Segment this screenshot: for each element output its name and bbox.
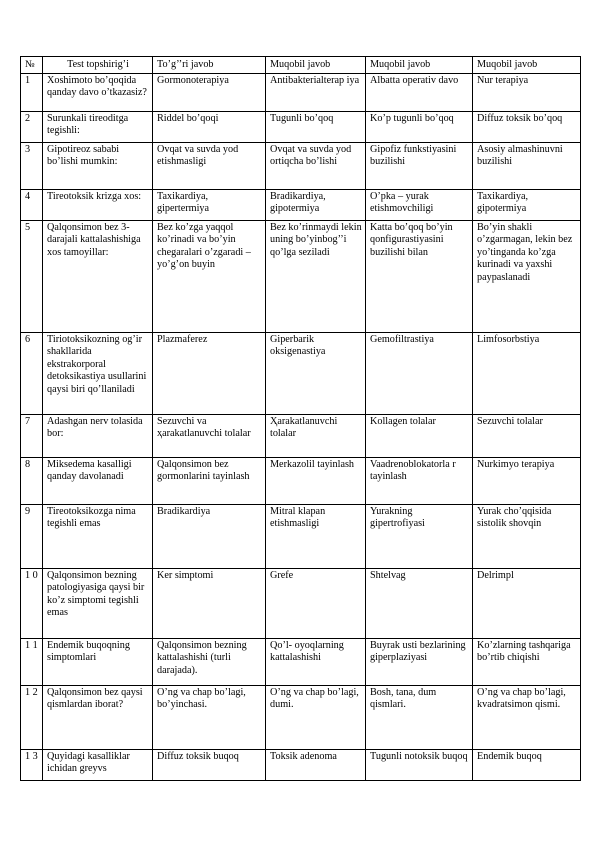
row-number: 5 <box>21 220 43 332</box>
question-cell: Surunkali tireoditga tegishli: <box>43 111 153 142</box>
row-number: 7 <box>21 414 43 457</box>
row-number: 4 <box>21 189 43 220</box>
header-correct-answer: To’g’’ri javob <box>153 57 266 74</box>
alternative-answer-cell: Katta bo’qoq bo’yin qonfigurastiyasini buzilishi bilan <box>366 220 473 332</box>
row-number: 2 <box>21 111 43 142</box>
alternative-answer-cell: Limfosorbstiya <box>473 332 581 414</box>
alternative-answer-cell: Gemofiltrastiya <box>366 332 473 414</box>
correct-answer-cell: Bradikardiya <box>153 504 266 568</box>
table-header-row <box>21 57 581 74</box>
alternative-answer-cell: Ovqat va suvda yod ortiqcha bo’lishi <box>266 142 366 189</box>
table-row <box>21 638 581 685</box>
alternative-answer-cell: Bosh, tana, dum qismlari. <box>366 685 473 749</box>
correct-answer-cell: Ker simptomi <box>153 568 266 638</box>
table-row <box>21 73 581 111</box>
alternative-answer-cell: Antibakterialterap iya <box>266 73 366 111</box>
alternative-answer-cell: Yurakning gipertrofiyasi <box>366 504 473 568</box>
table-row <box>21 414 581 457</box>
alternative-answer-cell: Bez ko’rinmaydi lekin uning bo’yinbog’’i qo’lga seziladi <box>266 220 366 332</box>
alternative-answer-cell: Kollagen tolalar <box>366 414 473 457</box>
question-cell: Adashgan nerv tolasida bor: <box>43 414 153 457</box>
correct-answer-cell: Qalqonsimon bez gormonlarini tayinlash <box>153 457 266 504</box>
question-cell: Gipotireoz sababi bo’lishi mumkin: <box>43 142 153 189</box>
row-number: 1 <box>21 73 43 111</box>
table-row <box>21 504 581 568</box>
table-row <box>21 142 581 189</box>
alternative-answer-cell: Shtelvag <box>366 568 473 638</box>
test-table <box>20 56 581 781</box>
alternative-answer-cell: Asosiy almashinuvni buzilishi <box>473 142 581 189</box>
alternative-answer-cell: Tugunli bo’qoq <box>266 111 366 142</box>
row-number: 1 1 <box>21 638 43 685</box>
alternative-answer-cell: Ko’p tugunli bo’qoq <box>366 111 473 142</box>
question-cell: Tireotoksik krizga xos: <box>43 189 153 220</box>
question-cell: Miksedema kasalligi qanday davolanadi <box>43 457 153 504</box>
alternative-answer-cell: Diffuz toksik bo’qoq <box>473 111 581 142</box>
row-number: 1 3 <box>21 749 43 780</box>
alternative-answer-cell: Delrimpl <box>473 568 581 638</box>
question-cell: Qalqonsimon bez 3-darajali kattalashishiga xos tamoyillar: <box>43 220 153 332</box>
row-number: 6 <box>21 332 43 414</box>
alternative-answer-cell: Albatta operativ davo <box>366 73 473 111</box>
alternative-answer-cell: O’ng va chap bo’lagi, dumi. <box>266 685 366 749</box>
question-cell: Quyidagi kasalliklar ichidan greyvs <box>43 749 153 780</box>
row-number: 8 <box>21 457 43 504</box>
alternative-answer-cell: Ko’zlarning tashqariga bo’rtib chiqishi <box>473 638 581 685</box>
alternative-answer-cell: Buyrak usti bezlarining giperplaziyasi <box>366 638 473 685</box>
alternative-answer-cell: Nurkimyo terapiya <box>473 457 581 504</box>
alternative-answer-cell: Nur terapiya <box>473 73 581 111</box>
correct-answer-cell: Gormonoterapiya <box>153 73 266 111</box>
alternative-answer-cell: Grefe <box>266 568 366 638</box>
question-cell: Qalqonsimon bezning patologiyasiga qaysi bir ko’z simptomi tegishli emas <box>43 568 153 638</box>
correct-answer-cell: Bez ko’zga yaqqol ko’rinadi va bo’yin chegaralari o’zgaradi – yo’g’on buyin <box>153 220 266 332</box>
correct-answer-cell: Qalqonsimon bezning kattalashishi (turli darajada). <box>153 638 266 685</box>
header-number: № <box>21 57 43 74</box>
table-row <box>21 568 581 638</box>
question-cell: Tireotoksikozga nima tegishli emas <box>43 504 153 568</box>
question-cell: Qalqonsimon bez qaysi qismlardan iborat? <box>43 685 153 749</box>
alternative-answer-cell: O’ng va chap bo’lagi, kvadratsimon qismi. <box>473 685 581 749</box>
table-row <box>21 685 581 749</box>
header-alternative-answer: Muqobil javob <box>473 57 581 74</box>
table-row <box>21 111 581 142</box>
question-cell: Endemik buqoqning simptomlari <box>43 638 153 685</box>
alternative-answer-cell: Toksik adenoma <box>266 749 366 780</box>
alternative-answer-cell: Bo’yin shakli o’zgarmagan, lekin bez yo’tinganda ko’zga kurinadi va yaxshi paypaslanadi <box>473 220 581 332</box>
alternative-answer-cell: Taxikardiya, gipotermiya <box>473 189 581 220</box>
header-question: Test topshirig’i <box>43 57 153 74</box>
table-row <box>21 220 581 332</box>
correct-answer-cell: Diffuz toksik buqoq <box>153 749 266 780</box>
row-number: 1 0 <box>21 568 43 638</box>
alternative-answer-cell: Vaadrenoblokatorla r tayinlash <box>366 457 473 504</box>
alternative-answer-cell: Bradikardiya, gipotermiya <box>266 189 366 220</box>
alternative-answer-cell: Giperbarik oksigenastiya <box>266 332 366 414</box>
question-cell: Tiriotoksikozning og’ir shakllarida ekstrakorporal detoksikastiya usullarini qaysi biri qo’llaniladi <box>43 332 153 414</box>
correct-answer-cell: Sezuvchi va ҳarakatlanuvchi tolalar <box>153 414 266 457</box>
alternative-answer-cell: O’pka – yurak etishmovchiligi <box>366 189 473 220</box>
row-number: 3 <box>21 142 43 189</box>
correct-answer-cell: Riddel bo’qoqi <box>153 111 266 142</box>
table-row <box>21 332 581 414</box>
row-number: 1 2 <box>21 685 43 749</box>
header-alternative-answer: Muqobil javob <box>366 57 473 74</box>
table-row <box>21 749 581 780</box>
alternative-answer-cell: Qo’l- oyoqlarning kattalashishi <box>266 638 366 685</box>
table-row <box>21 457 581 504</box>
table-row <box>21 189 581 220</box>
alternative-answer-cell: Tugunli notoksik buqoq <box>366 749 473 780</box>
alternative-answer-cell: Mitral klapan etishmasligi <box>266 504 366 568</box>
correct-answer-cell: Taxikardiya, gipertermiya <box>153 189 266 220</box>
alternative-answer-cell: Gipofiz funkstiyasini buzilishi <box>366 142 473 189</box>
alternative-answer-cell: Endemik buqoq <box>473 749 581 780</box>
alternative-answer-cell: Merkazolil tayinlash <box>266 457 366 504</box>
correct-answer-cell: Plazmaferez <box>153 332 266 414</box>
alternative-answer-cell: Sezuvchi tolalar <box>473 414 581 457</box>
alternative-answer-cell: Yurak cho’qqisida sistolik shovqin <box>473 504 581 568</box>
correct-answer-cell: O’ng va chap bo’lagi, bo’yinchasi. <box>153 685 266 749</box>
row-number: 9 <box>21 504 43 568</box>
question-cell: Xoshimoto bo’qoqida qanday davo o’tkazasiz? <box>43 73 153 111</box>
header-alternative-answer: Muqobil javob <box>266 57 366 74</box>
alternative-answer-cell: Ҳarakatlanuvchi tolalar <box>266 414 366 457</box>
correct-answer-cell: Ovqat va suvda yod etishmasligi <box>153 142 266 189</box>
